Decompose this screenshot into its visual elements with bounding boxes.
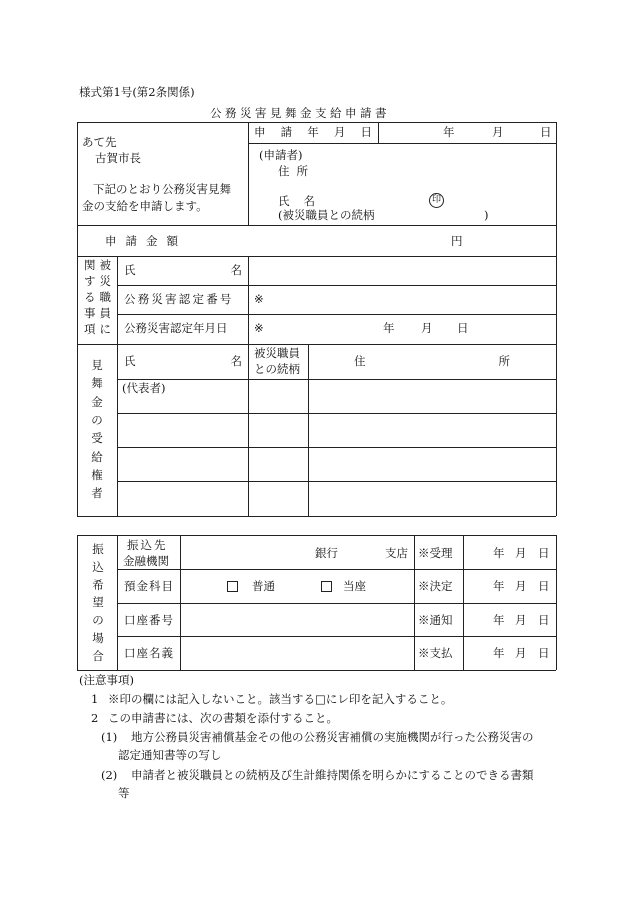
bank-suffix: 銀行: [315, 546, 338, 560]
recipient-name-header: [124, 356, 242, 368]
application-date-label: [254, 127, 372, 139]
applicant-label: (申請者): [259, 148, 303, 162]
account-number-label: 口座番号: [124, 613, 174, 627]
label-char: 氏: [124, 263, 136, 277]
note-1-number: 1: [91, 692, 99, 706]
vertical-char: 者: [91, 486, 103, 501]
form-number: 様式第1号(第2条関係): [79, 85, 195, 99]
ordinary-label: 普通: [252, 579, 275, 593]
cert-date-year: 年: [383, 321, 395, 335]
vertical-char: の: [92, 613, 104, 627]
notes-heading: (注意事項): [79, 673, 134, 687]
subnote-1-line1: 地方公務員災害補償基金その他の公務災害補償の実施機関が行った公務災害の: [131, 730, 534, 744]
request-text-line2: 金の支給を申請します。: [82, 199, 208, 213]
label-char: 申: [254, 125, 266, 139]
vertical-char: 望: [92, 595, 104, 610]
account-name-label: 口座名義: [124, 646, 174, 660]
vertical-char: す: [84, 274, 96, 288]
vertical-char: 項: [84, 322, 96, 336]
note-2-text: この申請書には、次の書類を添付すること。: [108, 711, 338, 725]
vertical-char: 被: [99, 258, 111, 272]
label-char: 月: [333, 125, 346, 139]
current-checkbox[interactable]: [321, 581, 332, 594]
vertical-char: 場: [92, 630, 104, 645]
vertical-char: 希: [92, 577, 104, 592]
label-char: 名: [230, 263, 242, 277]
bank-label-2: 金融機関: [123, 554, 169, 568]
cert-number-mark: ※: [254, 292, 264, 306]
vertical-char: 合: [92, 648, 104, 663]
vertical-char: の: [91, 413, 103, 428]
note-1-text: ※印の欄には記入しないこと。該当する□にレ印を記入すること。: [108, 692, 453, 706]
bank-label-1: 振込先: [127, 538, 168, 552]
vertical-char: 込: [92, 559, 104, 574]
label-char: 住: [354, 354, 366, 368]
note-2-number: 2: [91, 711, 99, 725]
victim-section-label: [82, 260, 113, 340]
subnote-2-line1: 申請者と被災職員との続柄及び生計維持関係を明らかにすることのできる書類: [131, 768, 534, 782]
application-date-month: 月: [492, 125, 504, 139]
subnote-2-number: (2): [101, 768, 118, 782]
vertical-char: 災: [99, 274, 111, 288]
label-char: 請: [280, 125, 293, 139]
label-char: 氏: [124, 354, 136, 368]
application-date-year: 年: [443, 125, 455, 139]
vertical-char: 関: [84, 258, 96, 272]
recipient-address-header: [354, 356, 510, 368]
ordinary-checkbox[interactable]: [227, 581, 238, 594]
vertical-char: 職: [99, 290, 111, 304]
vertical-char: 金: [91, 394, 103, 409]
office-paid: ※支払: [418, 646, 453, 660]
victim-name-label: [124, 265, 242, 277]
vertical-char: に: [99, 322, 111, 336]
amount-label: 申請金額: [105, 234, 187, 248]
vertical-char: 見: [91, 358, 103, 372]
office-received: ※受理: [418, 546, 453, 560]
applicant-relation: (被災職員との続柄: [278, 208, 375, 222]
cert-date-day: 日: [457, 321, 469, 335]
cert-date-month: 月: [421, 321, 433, 335]
vertical-char: 舞: [91, 376, 103, 391]
request-text-line1: 下記のとおり公務災害見舞: [93, 182, 231, 196]
cert-number-label: 公務災害認定番号: [124, 292, 234, 306]
vertical-char: 振: [92, 542, 104, 556]
vertical-char: 事: [84, 306, 96, 320]
addressee-label: あて先: [82, 135, 117, 149]
transfer-section-label: [91, 544, 105, 662]
deposit-type-label: 預金科目: [124, 579, 174, 593]
vertical-char: 受: [91, 431, 103, 446]
label-char: 年: [307, 125, 319, 139]
subnote-1-number: (1): [101, 730, 118, 744]
vertical-char: 権: [91, 468, 103, 483]
amount-unit: 円: [451, 234, 463, 248]
label-char: 名: [230, 354, 242, 368]
recipient-relation-header-1: 被災職員: [254, 346, 300, 360]
office-notified: ※通知: [418, 613, 453, 627]
vertical-char: る: [84, 290, 96, 304]
branch-suffix: 支店: [385, 546, 408, 560]
current-label: 当座: [343, 579, 366, 593]
recipient-relation-header-2: との続柄: [254, 362, 300, 376]
addressee-name: 古賀市長: [95, 151, 141, 165]
cert-date-mark: ※: [254, 321, 264, 335]
representative-label: (代表者): [122, 381, 166, 395]
applicant-address-label: 住所: [278, 164, 315, 178]
vertical-char: 員: [99, 306, 111, 320]
application-date-day: 日: [540, 125, 552, 139]
page-title: 公務災害見舞金支給申請書: [210, 106, 390, 120]
label-char: 所: [498, 354, 510, 368]
office-decided: ※決定: [418, 579, 453, 593]
cert-date-label: 公務災害認定年月日: [124, 321, 228, 335]
subnote-1-line2: 認定通知書等の写し: [118, 748, 222, 762]
subnote-2-line2: 等: [118, 786, 130, 800]
seal-icon: 印: [429, 193, 444, 208]
applicant-relation-close: ): [484, 208, 489, 222]
applicant-name-label: 氏名: [278, 194, 329, 208]
vertical-char: 給: [91, 449, 103, 464]
label-char: 日: [360, 125, 372, 139]
recipients-section-label: [90, 360, 104, 500]
